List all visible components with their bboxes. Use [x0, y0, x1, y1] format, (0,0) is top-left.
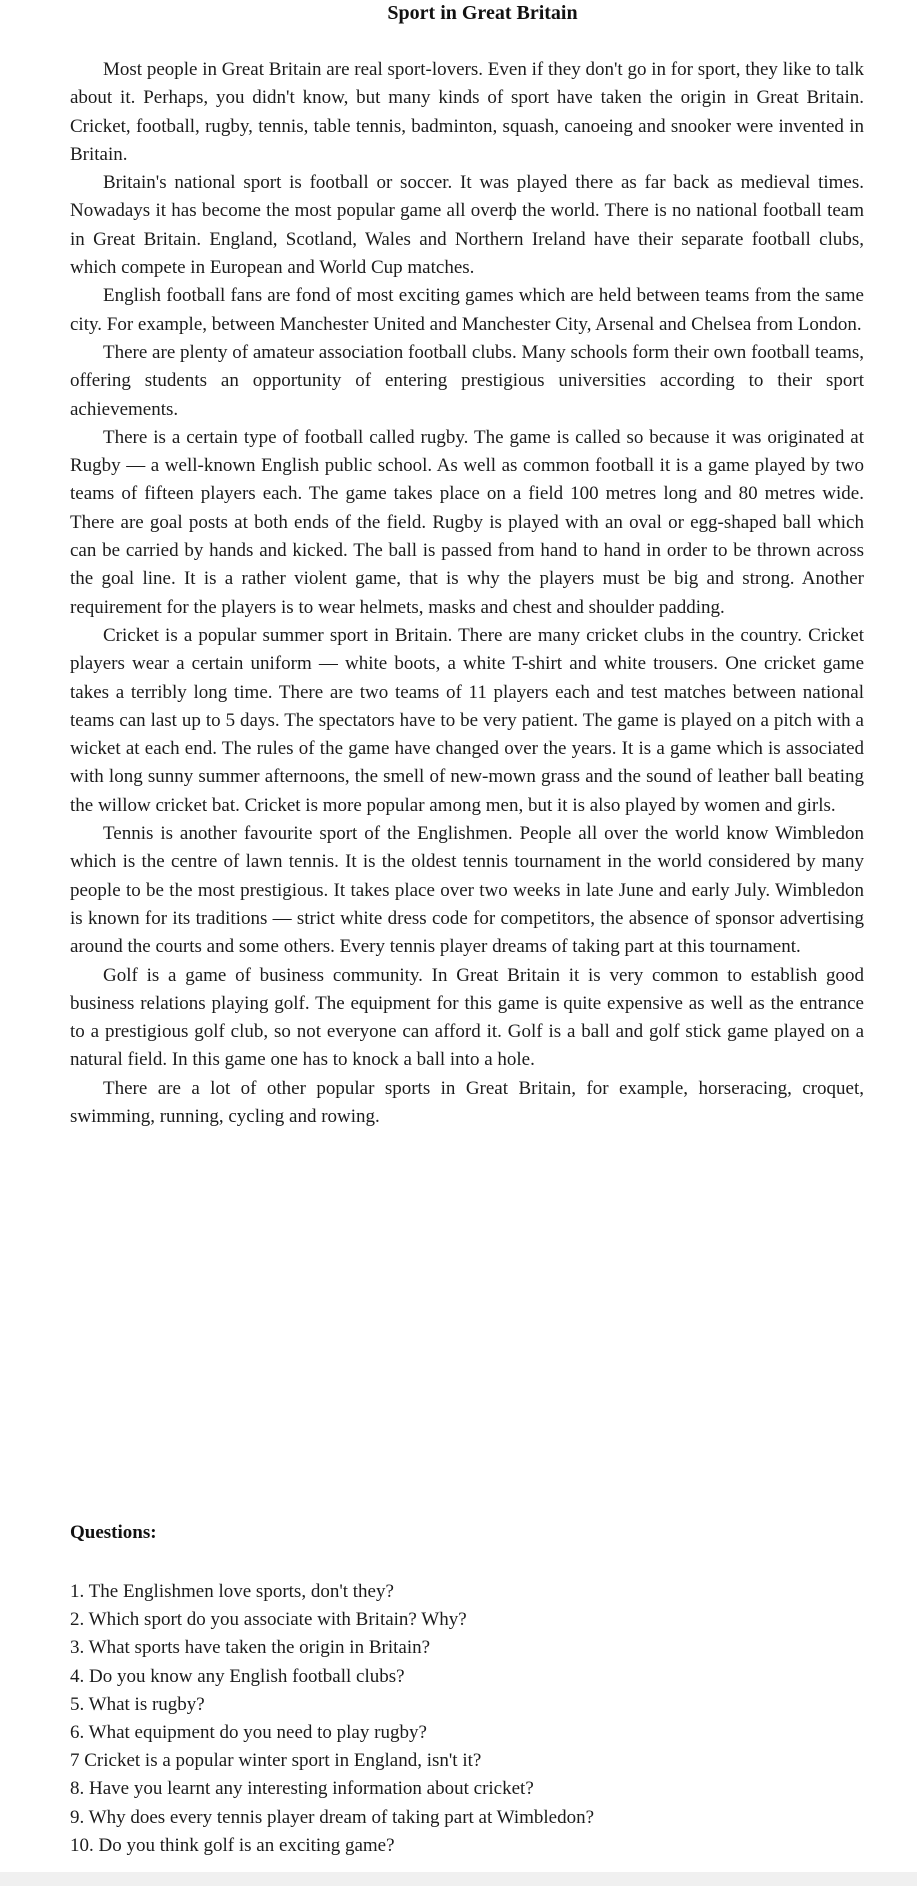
question-item: 9. Why does every tennis player dream of taking part at Wimbledon?	[70, 1806, 595, 1828]
paragraph-other-sports: There are a lot of other popular sports in Great Britain, for example, horseracing, croquet, swimming, running, cycling and rowing.	[70, 1077, 864, 1127]
paragraph-tennis: Tennis is another favourite sport of the Englishmen. People all over the world know Wimbledon which is the centre of lawn tennis. It is the oldest tennis tournament in the world considered by many people to be the most prestigious. It takes place over two weeks in late June and early July. Wimbledon is known for its traditions — strict white dress code for competitors, the absence of sponsor advertising around the courts and some others. Every tennis player dreams of taking part at this tournament.	[70, 823, 864, 958]
question-item: 10. Do you think golf is an exciting game?	[70, 1834, 395, 1856]
questions-list	[70, 1578, 594, 1860]
body-text	[70, 56, 864, 1131]
paragraph-golf: Golf is a game of business community. In Great Britain it is very common to establish good business relations playing golf. The equipment for this game is quite expensive as well as the entrance to a prestigious golf club, so not everyone can afford it. Golf is a ball and golf stick game played on a natural field. In this game one has to knock a ball into a hole.	[70, 964, 864, 1071]
question-item: 2. Which sport do you associate with Britain? Why?	[70, 1609, 467, 1631]
question-item: 5. What is rugby?	[70, 1693, 205, 1715]
paragraph-football-fans: English football fans are fond of most exciting games which are held between teams from the same city. For example, between Manchester United and Manchester City, Arsenal and Chelsea from London.	[70, 285, 864, 335]
question-item: 7 Cricket is a popular winter sport in England, isn't it?	[70, 1750, 482, 1772]
question-item: 3. What sports have taken the origin in Britain?	[70, 1637, 431, 1659]
paragraph-rugby: There is a certain type of football called rugby. The game is called so because it was originated at Rugby — a well-known English public school. As well as common football it is a game played by two teams of fifteen players each. The game takes place on a field 100 metres long and 80 metres wide. There are goal posts at both ends of the field. Rugby is played with an oval or egg-shaped ball which can be carried by hands and kicked. The ball is passed from hand to hand in order to be thrown across the goal line. It is a rather violent game, that is why the players must be big and strong. Another requirement for the players is to wear helmets, masks and chest and shoulder padding.	[70, 426, 864, 618]
question-item: 1. The Englishmen love sports, don't they?	[70, 1581, 394, 1602]
paragraph-cricket: Cricket is a popular summer sport in Britain. There are many cricket clubs in the country. Cricket players wear a certain uniform — white boots, a white T-shirt and white trousers. One cricket game takes a terribly long time. There are two teams of 11 players each and test matches between national teams can last up to 5 days. The spectators have to be very patient. The game is played on a pitch with a wicket at each end. The rules of the game have changed over the years. It is a game which is associated with long sunny summer afternoons, the smell of new-mown grass and the sound of leather ball beating the willow cricket bat. Cricket is more popular among men, but it is also played by women and girls.	[70, 624, 864, 816]
paragraph-football: Britain's national sport is football or soccer. It was played there as far back as medieval times. Nowadays it has become the most popular game all overф the world. There is no national football team in Great Britain. England, Scotland, Wales and Northern Ireland have their separate football clubs, which compete in European and World Cup matches.	[70, 172, 864, 279]
questions-heading: Questions:	[70, 1522, 157, 1543]
paragraph-amateur-clubs: There are plenty of amateur association football clubs. Many schools form their own football teams, offering students an opportunity of entering prestigious universities according to their sport achievements.	[70, 341, 864, 420]
question-item: 6. What equipment do you need to play rugby?	[70, 1722, 427, 1744]
paragraph-intro: Most people in Great Britain are real sport-lovers. Even if they don't go in for sport, they like to talk about it. Perhaps, you didn't know, but many kinds of sport have taken the origin in Great Britain. Cricket, football, rugby, tennis, table tennis, badminton, squash, canoeing and snooker were invented in Britain.	[70, 59, 864, 165]
question-item: 4. Do you know any English football clubs?	[70, 1665, 405, 1687]
question-item: 8. Have you learnt any interesting information about cricket?	[70, 1778, 534, 1800]
document-title: Sport in Great Britain	[387, 2, 578, 24]
